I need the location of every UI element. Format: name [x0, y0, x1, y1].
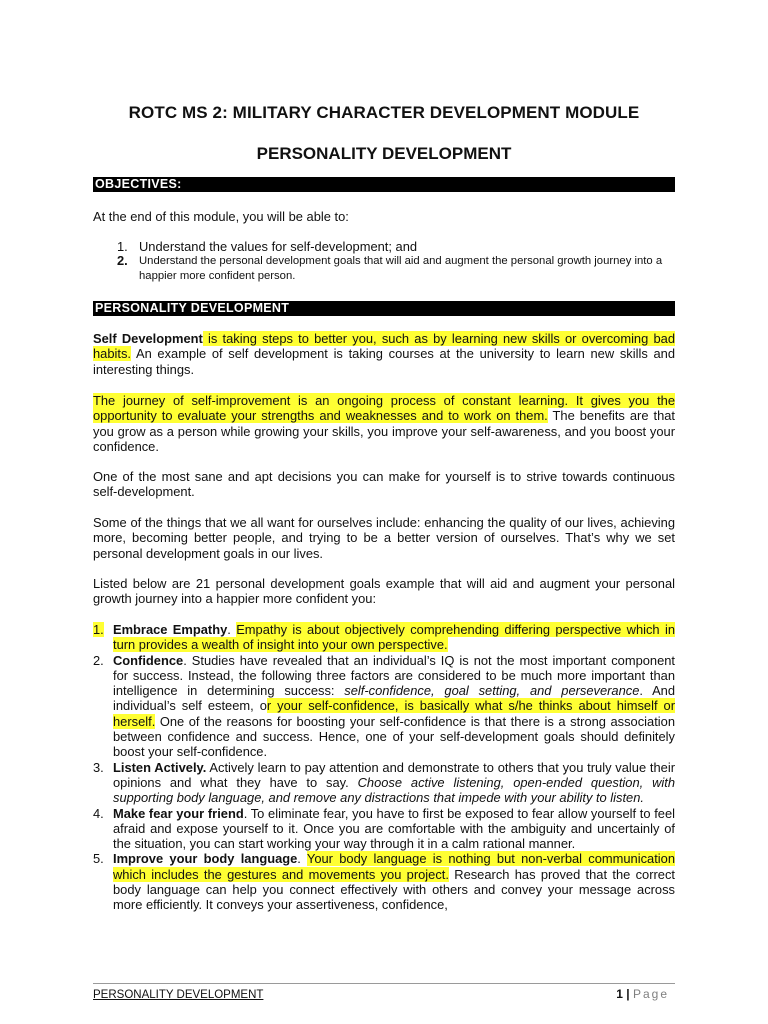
- goal-item-fear: 4. Make fear your friend. To eliminate fear, you have to first be exposed to fear allow yourself to feel afraid and expose yourself to it. Once you are comfortable with the ambiguity and uncertainly of the situation, you can start working your way through it in a calm rational manner.: [93, 805, 675, 852]
- goal-number: 1.: [93, 622, 104, 637]
- objectives-list: [117, 239, 677, 284]
- goal-number: 4.: [93, 805, 104, 821]
- goal-item-confidence: 2. Confidence. Studies have revealed that an individual’s IQ is not the most important component for success. Instead, the following three factors are considered to be much more important than intelligence in determining success: self-confidence, goal setting, and perseverance. And individual’s self esteem, or your self-confidence, is basically what s/he thinks about himself or herself. One of the reasons for boosting your self-confidence is that there is a strong association between confidence and success. Hence, one of your self-development goals should definitely boost your self-confidence.: [93, 652, 676, 760]
- paragraph-sane-decisions: One of the most sane and apt decisions you can make for yourself is to strive towards continuous self-development.: [93, 469, 675, 500]
- objective-item: [117, 239, 677, 254]
- goal-number: 5.: [93, 851, 104, 867]
- paragraph-journey: The journey of self-improvement is an ongoing process of constant learning. It gives you the opportunity to evaluate your strengths and weaknesses and to work on them. The benefits are that you grow as a person while growing your skills, you improve your self-awareness, and you boost your confidence.: [93, 393, 675, 454]
- objectives-intro: At the end of this module, you will be able to:: [93, 209, 349, 224]
- page-number: 1 | Page: [616, 987, 669, 1001]
- document-title: ROTC MS 2: MILITARY CHARACTER DEVELOPMENT MODULE: [128, 103, 640, 122]
- goals-list: [93, 622, 675, 913]
- objective-number: 1.: [117, 239, 128, 254]
- goal-item-empathy: 1. Embrace Empathy. Empathy is about objectively comprehending differing perspective which in turn provides a wealth of insight into your own perspective.: [93, 622, 675, 653]
- goal-title: Confidence: [113, 652, 184, 668]
- goal-title: Embrace Empathy: [113, 622, 228, 637]
- goal-item-listen-actively: 3. Listen Actively. Actively learn to pay attention and demonstrate to others that you truly value their opinions and what they have to say. Choose active listening, open-ended question, with supporting body language, and remove any distractions that impede with your ability to listen.: [93, 759, 676, 806]
- highlight-text: Your body language is nothing but non-verbal communication which includes the gestures and movements you project.: [113, 851, 675, 882]
- paragraph-things-we-want: Some of the things that we all want for ourselves include: enhancing the quality of our lives, achieving more, becoming better people, and trying to be a better version of ourselves. That’s why we set personal development goals in our lives.: [93, 515, 675, 561]
- footer-section-title: PERSONALITY DEVELOPMENT: [93, 989, 264, 1001]
- section-heading-bar: PERSONALITY DEVELOPMENT: [93, 301, 675, 316]
- objective-text: Understand the personal development goals that will aid and augment the personal growth journey into a happier more confident person.: [139, 255, 663, 283]
- objective-item: [117, 254, 677, 284]
- document-subtitle: PERSONALITY DEVELOPMENT: [256, 144, 512, 163]
- objectives-heading-bar: OBJECTIVES:: [93, 177, 675, 192]
- term-self-development: Self Development: [93, 331, 203, 346]
- highlight-text: is taking steps to better you, such as by learning new skills or overcoming bad habits.: [93, 331, 675, 362]
- goal-item-body-language: 5. Improve your body language. Your body language is nothing but non-verbal communication which includes the gestures and movements you project. Research has proved that the correct body language can help you connect effectively with others and convey your message across more efficiently. It conveys your assertiveness, confidence,: [93, 851, 675, 913]
- goal-title: Make fear your friend: [113, 805, 244, 821]
- objective-number: 2.: [117, 253, 128, 269]
- highlight-text: r your self-confidence, is basically what s/he thinks about himself or herself.: [113, 698, 675, 729]
- highlight-text: The journey of self-improvement is an ongoing process of constant learning. It gives you the opportunity to evaluate your strengths and weaknesses and to work on them.: [93, 393, 675, 424]
- goal-number: 3.: [93, 759, 104, 775]
- goal-number: 2.: [93, 652, 104, 668]
- goal-title: Listen Actively.: [113, 759, 207, 775]
- highlight-text: Empathy is about objectively comprehending differing perspective which in turn provides a wealth of insight into your own perspective.: [113, 622, 675, 653]
- page-footer: [93, 983, 675, 1000]
- goal-title: Improve your body language: [113, 851, 298, 867]
- paragraph-self-development: Self Development is taking steps to better you, such as by learning new skills or overcoming bad habits. An example of self development is taking courses at the university to learn new skills and interesting things.: [93, 331, 675, 377]
- objective-text: Understand the values for self-development; and: [139, 239, 418, 254]
- paragraph-listed-below: Listed below are 21 personal development goals example that will aid and augment your personal growth journey into a happier more confident you:: [93, 576, 675, 607]
